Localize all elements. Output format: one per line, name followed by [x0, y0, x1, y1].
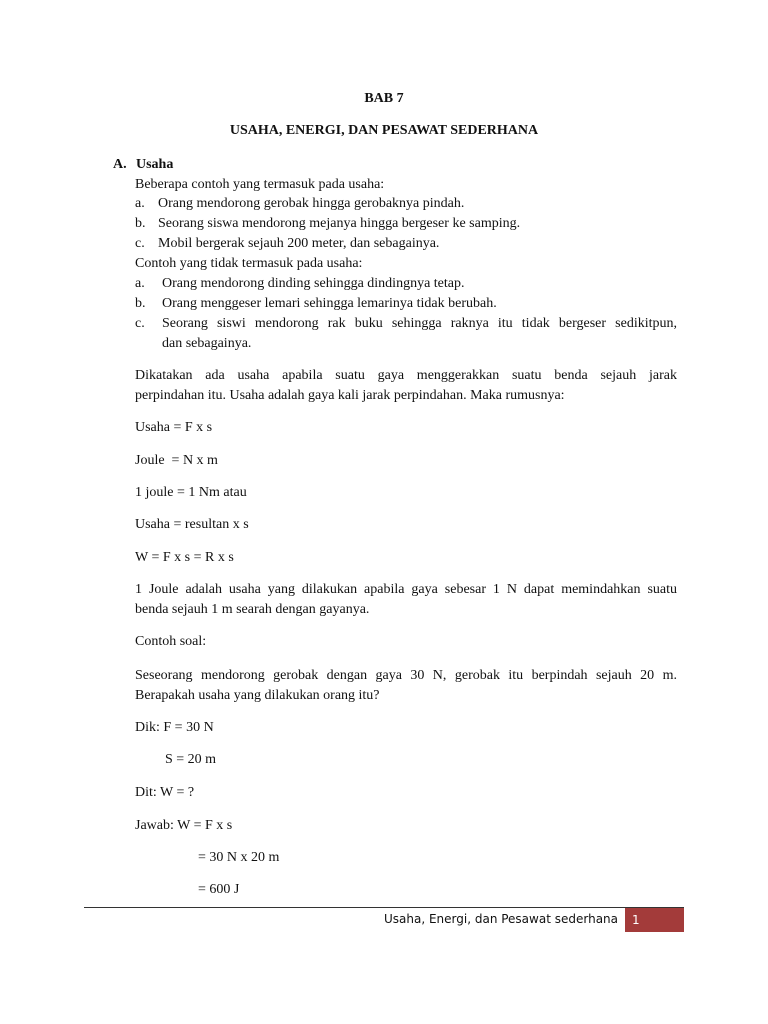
list-marker: b. [135, 296, 146, 311]
formula: Usaha = resultan x s [135, 517, 249, 532]
list-marker: a. [135, 196, 145, 211]
list-marker: c. [135, 236, 145, 251]
formula: W = F x s = R x s [135, 550, 234, 565]
joule-definition: 1 Joule adalah usaha yang dilakukan apabila gaya sebesar 1 N dapat memindahkan suatu [135, 582, 677, 597]
non-examples-intro: Contoh yang tidak termasuk pada usaha: [135, 256, 363, 271]
answer-substitution: = 30 N x 20 m [198, 850, 280, 865]
formula: Usaha = F x s [135, 420, 213, 435]
joule-definition-end: benda sejauh 1 m searah dengan gayanya. [135, 602, 370, 617]
list-item: Seorang siswa mendorong mejanya hingga bergeser ke samping. [158, 216, 521, 231]
section-heading: Usaha [136, 157, 174, 172]
list-item: Seorang siswi mendorong rak buku sehingga raknya itu tidak bergeser sedikitpun, [162, 316, 677, 331]
definition-paragraph: Dikatakan ada usaha apabila suatu gaya menggerakkan suatu benda sejauh jarak [135, 368, 677, 383]
problem-statement-end: Berapakah usaha yang dilakukan orang itu? [135, 688, 380, 703]
answer-result: = 600 J [198, 882, 240, 897]
definition-paragraph-end: perpindahan itu. Usaha adalah gaya kali jarak perpindahan. Maka rumusnya: [135, 388, 565, 403]
problem-statement: Seseorang mendorong gerobak dengan gaya 30 N, gerobak itu berpindah sejauh 20 m. [135, 668, 677, 683]
list-item: Orang menggeser lemari sehingga lemarinya tidak berubah. [162, 296, 497, 311]
chapter-label: BAB 7 [364, 91, 404, 106]
list-marker: c. [135, 316, 145, 331]
list-item: Orang mendorong gerobak hingga gerobaknya pindah. [158, 196, 465, 211]
section-label: A. [113, 157, 127, 172]
page-number: 1 [632, 913, 640, 927]
chapter-title: USAHA, ENERGI, DAN PESAWAT SEDERHANA [229, 123, 539, 138]
footer-divider [84, 907, 684, 908]
asked: Dit: W = ? [135, 785, 195, 800]
given-force: Dik: F = 30 N [135, 720, 214, 735]
given-distance: S = 20 m [165, 752, 217, 767]
examples-intro: Beberapa contoh yang termasuk pada usaha: [135, 177, 385, 192]
answer-formula: Jawab: W = F x s [135, 818, 233, 833]
list-item: Mobil bergerak sejauh 200 meter, dan sebagainya. [158, 236, 440, 251]
list-marker: b. [135, 216, 146, 231]
formula: 1 joule = 1 Nm atau [135, 485, 247, 500]
list-item-continuation: dan sebagainya. [162, 336, 252, 351]
list-marker: a. [135, 276, 145, 291]
footer-title: Usaha, Energi, dan Pesawat sederhana [384, 912, 618, 926]
page-number-badge [625, 908, 684, 932]
example-label: Contoh soal: [135, 634, 207, 649]
formula: Joule = N x m [135, 453, 218, 468]
list-item: Orang mendorong dinding sehingga dindingnya tetap. [162, 276, 465, 291]
